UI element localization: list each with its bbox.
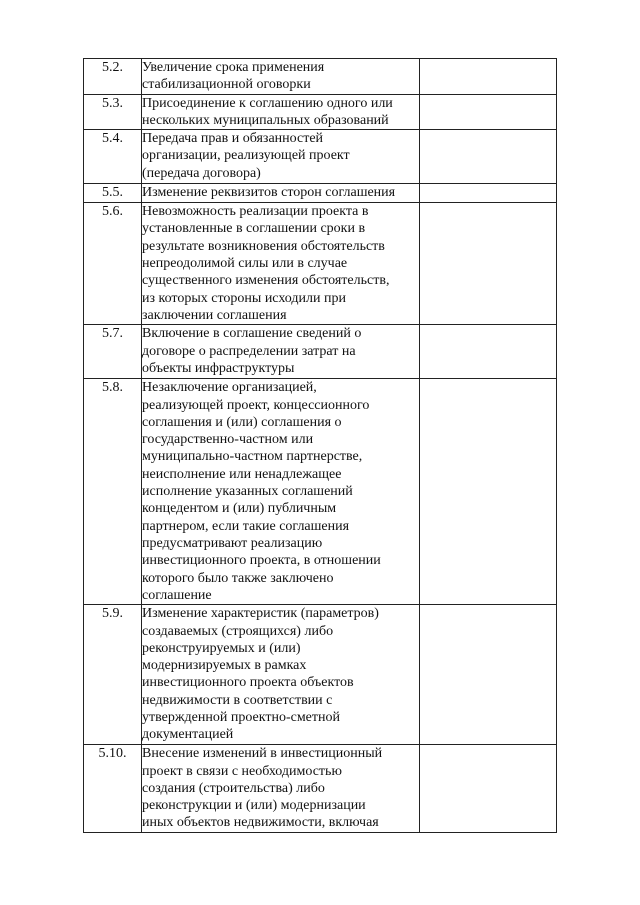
document-page [83, 58, 557, 833]
row-description: Увеличение срока применения стабилизационной оговорки [142, 59, 420, 95]
row-description: Включение в соглашение сведений о договоре о распределении затрат на объекты инфраструктуры [142, 325, 420, 379]
row-number: 5.8. [84, 379, 142, 605]
row-number: 5.5. [84, 184, 142, 203]
row-description: Изменение характеристик (параметров) создаваемых (строящихся) либо реконструируемых и (или) модернизируемых в рамках инвестиционного проекта объектов недвижимости в соответствии с утвержденной проектно-сметной документацией [142, 605, 420, 745]
table-row [84, 130, 557, 184]
table-row [84, 605, 557, 745]
row-number: 5.9. [84, 605, 142, 745]
table-row [84, 379, 557, 605]
row-description: Незаключение организацией, реализующей проект, концессионного соглашения и (или) соглашения о государственно-частном или муниципально-частном партнерстве, неисполнение или ненадлежащее исполнение указанных соглашений концедентом и (или) публичным партнером, если такие соглашения предусматривают реализацию инвестиционного проекта, в отношении которого было также заключено соглашение [142, 379, 420, 605]
row-description: Присоединение к соглашению одного или нескольких муниципальных образований [142, 94, 420, 130]
changes-table [83, 58, 557, 833]
row-empty-cell [420, 130, 557, 184]
row-description: Невозможность реализации проекта в установленные в соглашении сроки в результате возникновения обстоятельств непреодолимой силы или в случае существенного изменения обстоятельств, из которых стороны исходили при заключении соглашения [142, 203, 420, 325]
row-empty-cell [420, 94, 557, 130]
row-description: Изменение реквизитов сторон соглашения [142, 184, 420, 203]
table-row [84, 745, 557, 833]
row-number: 5.2. [84, 59, 142, 95]
row-number: 5.7. [84, 325, 142, 379]
row-description: Передача прав и обязанностей организации, реализующей проект (передача договора) [142, 130, 420, 184]
table-row [84, 184, 557, 203]
table-row [84, 59, 557, 95]
table-row [84, 203, 557, 325]
row-empty-cell [420, 605, 557, 745]
row-description: Внесение изменений в инвестиционный проект в связи с необходимостью создания (строительства) либо реконструкции и (или) модернизации иных объектов недвижимости, включая [142, 745, 420, 833]
row-empty-cell [420, 325, 557, 379]
row-empty-cell [420, 59, 557, 95]
row-number: 5.6. [84, 203, 142, 325]
row-empty-cell [420, 745, 557, 833]
row-empty-cell [420, 379, 557, 605]
table-row [84, 94, 557, 130]
row-number: 5.3. [84, 94, 142, 130]
row-empty-cell [420, 203, 557, 325]
row-number: 5.10. [84, 745, 142, 833]
table-row [84, 325, 557, 379]
row-empty-cell [420, 184, 557, 203]
row-number: 5.4. [84, 130, 142, 184]
